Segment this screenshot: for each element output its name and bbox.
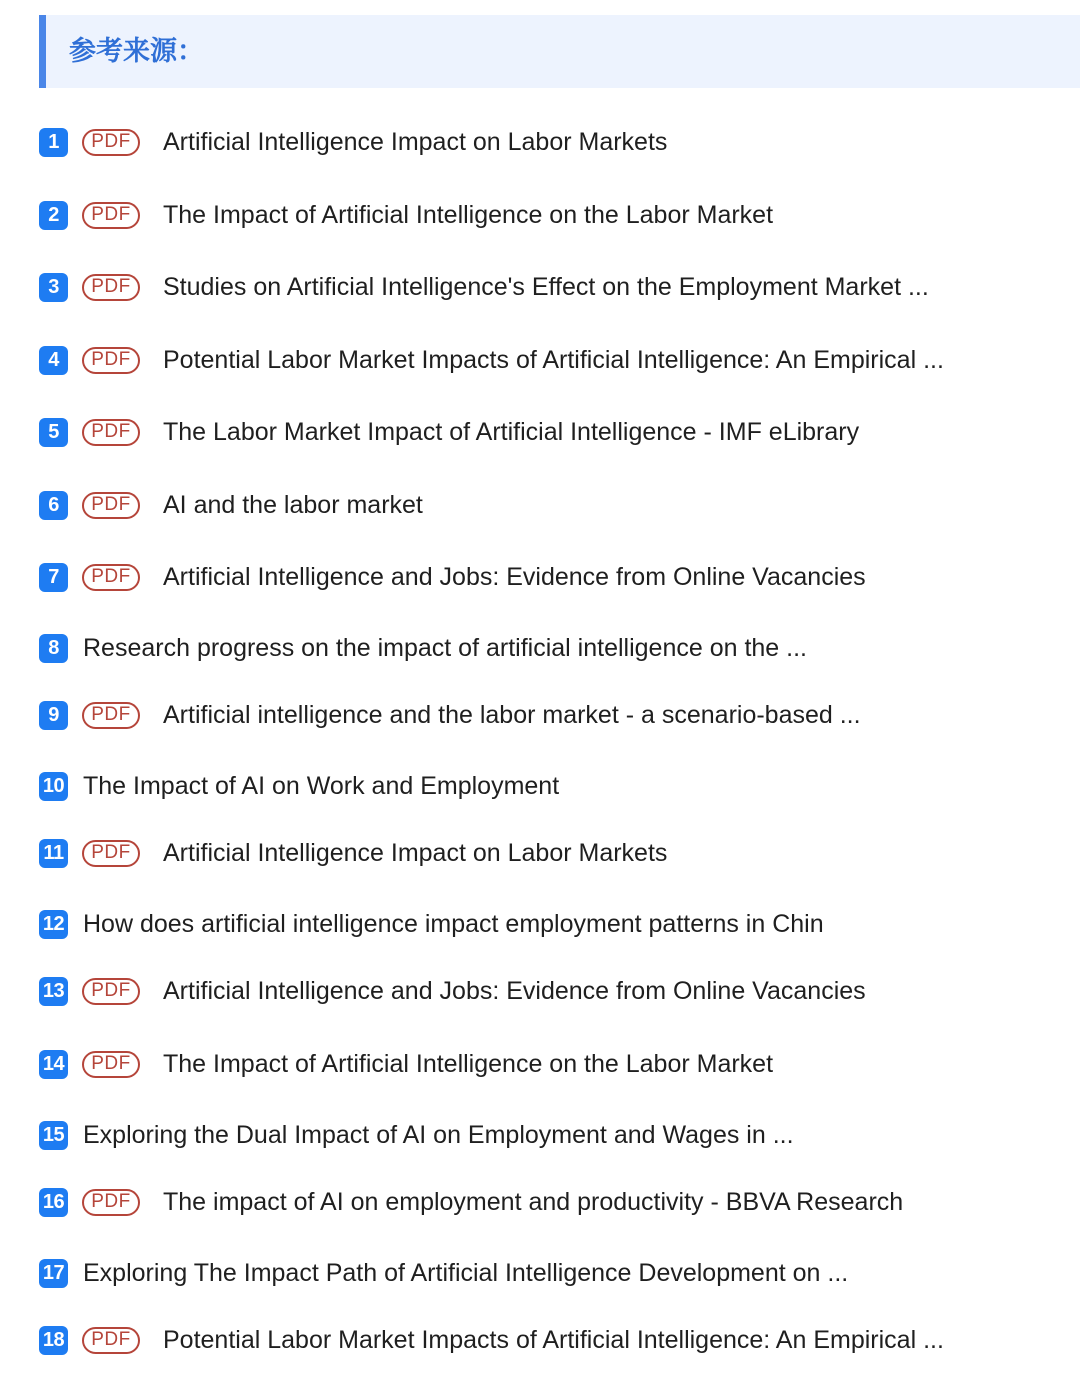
pdf-badge: PDF [82, 492, 140, 519]
reference-title-link[interactable]: Artificial intelligence and the labor market - a scenario-based ... [163, 701, 861, 729]
reference-title-link[interactable]: Artificial Intelligence and Jobs: Evidence from Online Vacancies [163, 563, 866, 591]
reference-item[interactable] [39, 771, 559, 801]
reference-number-badge: 9 [39, 701, 68, 730]
reference-number-badge: 6 [39, 491, 68, 520]
reference-number-badge: 18 [39, 1326, 68, 1355]
reference-number-badge: 14 [39, 1050, 68, 1079]
reference-item[interactable] [39, 976, 866, 1006]
reference-number-badge: 12 [39, 910, 68, 939]
reference-item[interactable] [39, 909, 824, 939]
reference-title-link[interactable]: Studies on Artificial Intelligence's Effect on the Employment Market ... [163, 273, 929, 301]
pdf-badge: PDF [82, 1051, 140, 1078]
reference-item[interactable] [39, 1120, 794, 1150]
reference-number-badge: 8 [39, 634, 68, 663]
reference-item[interactable] [39, 1258, 848, 1288]
reference-number-badge: 1 [39, 128, 68, 157]
reference-number-badge: 3 [39, 273, 68, 302]
reference-title-link[interactable]: Exploring The Impact Path of Artificial Intelligence Development on ... [83, 1259, 849, 1287]
pdf-badge: PDF [82, 840, 140, 867]
pdf-badge: PDF [82, 347, 140, 374]
reference-title-link[interactable]: Artificial Intelligence and Jobs: Evidence from Online Vacancies [163, 977, 866, 1005]
reference-number-badge: 7 [39, 563, 68, 592]
reference-item[interactable] [39, 127, 667, 157]
reference-item[interactable] [39, 345, 944, 375]
pdf-badge: PDF [82, 1189, 140, 1216]
reference-title-link[interactable]: The impact of AI on employment and productivity - BBVA Research [163, 1188, 904, 1216]
reference-number-badge: 5 [39, 418, 68, 447]
reference-item[interactable] [39, 633, 807, 663]
reference-number-badge: 13 [39, 977, 68, 1006]
reference-number-badge: 2 [39, 201, 68, 230]
pdf-badge: PDF [82, 702, 140, 729]
reference-item[interactable] [39, 1325, 944, 1355]
reference-item[interactable] [39, 562, 866, 592]
reference-title-link[interactable]: The Impact of AI on Work and Employment [83, 772, 560, 800]
reference-title-link[interactable]: Artificial Intelligence Impact on Labor Markets [163, 839, 668, 867]
pdf-badge: PDF [82, 202, 140, 229]
pdf-badge: PDF [82, 129, 140, 156]
pdf-badge: PDF [82, 274, 140, 301]
reference-title-link[interactable]: How does artificial intelligence impact employment patterns in Chin [83, 910, 824, 938]
reference-number-badge: 10 [39, 772, 68, 801]
reference-title-link[interactable]: The Impact of Artificial Intelligence on the Labor Market [163, 1050, 774, 1078]
pdf-badge: PDF [82, 978, 140, 1005]
reference-title-link[interactable]: Artificial Intelligence Impact on Labor Markets [163, 128, 668, 156]
reference-title-link[interactable]: Potential Labor Market Impacts of Artificial Intelligence: An Empirical ... [163, 346, 944, 374]
references-title: 参考来源： [69, 36, 204, 67]
reference-title-link[interactable]: Exploring the Dual Impact of AI on Employment and Wages in ... [83, 1121, 794, 1149]
pdf-badge: PDF [82, 1327, 140, 1354]
pdf-badge: PDF [82, 564, 140, 591]
reference-item[interactable] [39, 1049, 773, 1079]
reference-number-badge: 16 [39, 1188, 68, 1217]
reference-item[interactable] [39, 700, 861, 730]
reference-item[interactable] [39, 200, 773, 230]
reference-title-link[interactable]: AI and the labor market [163, 491, 423, 519]
reference-item[interactable] [39, 838, 667, 868]
reference-number-badge: 15 [39, 1121, 68, 1150]
reference-number-badge: 11 [39, 839, 68, 868]
reference-number-badge: 4 [39, 346, 68, 375]
reference-title-link[interactable]: The Labor Market Impact of Artificial Intelligence - IMF eLibrary [163, 418, 860, 446]
pdf-badge: PDF [82, 419, 140, 446]
reference-title-link[interactable]: Research progress on the impact of artificial intelligence on the ... [83, 634, 807, 662]
reference-item[interactable] [39, 490, 423, 520]
reference-item[interactable] [39, 272, 929, 302]
reference-title-link[interactable]: The Impact of Artificial Intelligence on the Labor Market [163, 201, 774, 229]
reference-item[interactable] [39, 1187, 903, 1217]
reference-item[interactable] [39, 417, 859, 447]
reference-number-badge: 17 [39, 1259, 68, 1288]
reference-title-link[interactable]: Potential Labor Market Impacts of Artificial Intelligence: An Empirical ... [163, 1326, 944, 1354]
